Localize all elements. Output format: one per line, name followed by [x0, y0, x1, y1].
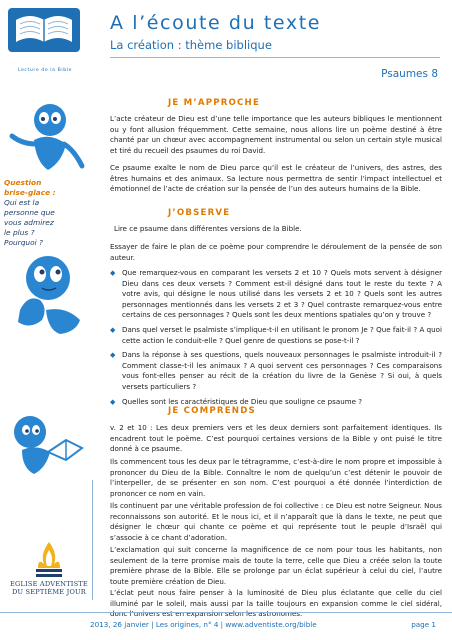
observe-paragraph-1: Lire ce psaume dans différentes versions de la Bible. [114, 224, 302, 233]
list-item [110, 325, 442, 346]
bullet-diamond-icon: ◆ [110, 397, 116, 406]
church-name-line-2: DU SEPTIÈME JOUR [12, 588, 86, 596]
icebreaker-question [4, 178, 60, 248]
question-text: Dans quel verset le psalmiste s’implique-t-il en utilisant le pronom Je ? Que fait-il ? A quoi cette action le conduit-elle ? Quel genre de questions se pose-t-il ? [122, 324, 442, 345]
comprends-paragraph-1: v. 2 et 10 : Les deux premiers vers et les deux derniers sont parfaitement identiques. Ils encadrent tout le poème. C’est pourquoi certaines versions de la Bible y ont puisé le titre donné à ce psaume. [110, 423, 442, 454]
section-heading-observe: J’OBSERVE [168, 208, 231, 218]
bullet-diamond-icon: ◆ [110, 325, 116, 334]
list-item [110, 268, 442, 321]
bullet-diamond-icon: ◆ [110, 351, 116, 360]
logo-caption: Lecture de la Bible [17, 68, 73, 73]
list-item [110, 397, 442, 408]
adventist-flame-logo-icon [30, 540, 68, 580]
page-number: page 1 [411, 620, 436, 629]
comprends-paragraph-3: Ils continuent par une véritable profession de foi collective : ce Dieu est notre Seigneur. Nous reconnaissons son autorité. Et le nous ici, et il n’apparaît que là dans le texte, ne peut que désigner le chœur qui chante ce poème et qui représente tout le peuple d’Israël qui s’associe à ce chant d’adoration. [110, 501, 442, 542]
title-divider [110, 57, 440, 58]
footer-divider [0, 612, 452, 613]
list-item [110, 350, 442, 392]
margin-rule [92, 480, 93, 600]
comprends-paragraph-2: Ils commencent tous les deux par le tétragramme, c’est-à-dire le nom propre et impossible à prononcer du Dieu de la Bible. Connaître le nom de quelqu’un c’est détenir le pouvoir de l’interpeller, de se présenter en son nom. C’est pourquoi a été donnée l’interdiction de prononcer ce nom en vain. [110, 457, 442, 498]
reading-figure-icon [8, 408, 88, 482]
church-name-line-1: EGLISE ADVENTISTE [10, 580, 88, 588]
question-text: Quelles sont les caractéristiques de Dieu que souligne ce psaume ? [122, 396, 362, 406]
approche-paragraph-2: Ce psaume exalte le nom de Dieu parce qu’il est le créateur de l’univers, des astres, des êtres humains et des animaux. Sa lecture nous permettra de sentir l’impact intellectuel et émotionnel de l’acte de création sur la pensée de l’un des auteurs humains de la Bible. [110, 163, 442, 194]
section-heading-comprends: JE COMPRENDS [168, 406, 256, 416]
page-subtitle: La création : thème biblique [110, 38, 272, 52]
footer-citation: 2013, 26 janvier | Les origines, n° 4 | www.adventiste.org/bible [90, 620, 317, 629]
approche-paragraph-1: L’acte créateur de Dieu est d’une telle importance que les auteurs bibliques le mentionnent ou y font allusion fréquemment. Cette semaine, nous allons lire un poème destiné à être chanté par un chœur avec accompagnement instrumental ou selon un certain style musical et tiré du recueil des psaumes du roi David. [110, 114, 442, 155]
question-text: Que remarquez-vous en comparant les versets 2 et 10 ? Quels mots servent à désigner Dieu dans ces deux versets ? Comment est-il désigné dans tout le reste du texte ? A votre avis, qui désigne le nous utilisé dans les versets 2 et 10 ? Quels sont les autres personnages mentionnés dans les versets 2 et 3 ? Quel contraste remarquez-vous entre certains de ces personnages ? Quels sont les deux mentions spatiales qu’on y trouve ? [122, 268, 442, 320]
observe-paragraph-2: Essayer de faire le plan de ce poème pour comprendre le déroulement de la pensée de son auteur. [110, 242, 442, 262]
pointing-figure-icon [4, 100, 84, 178]
comprends-paragraph-5: L’éclat peut nous faire penser à la luminosité de Dieu plus éclatante que celle du ciel illuminé par le soleil, mais aussi par la taille toujours en expansion comme le ciel sidéral, donc l’univers est en expansion selon les astronomes. [110, 588, 442, 619]
question-text: Dans la réponse à ses questions, quels nouveaux personnages le psalmiste introduit-il ? Comment classe-t-il les animaux ? A quoi servent ces personnages ? Ces comparaisons vous font-elles penser au récit de la création du livre de la Genèse ? Si oui, à quels versets particuliers ? [122, 350, 442, 391]
church-logo [6, 540, 92, 608]
comprends-paragraph-4: L’exclamation qui suit concerne la magnificence de ce nom pour tous les habitants, non seulement de la terre promise mais de toute la terre, celle que Dieu a créée selon la toute première phrase de la Bible. Elle se prolonge par un éclat supérieur à celui du ciel, l’autre toute première création de Dieu. [110, 545, 442, 586]
observe-question-list [110, 268, 442, 411]
church-name [6, 580, 92, 596]
psalm-reference: Psaumes 8 [381, 68, 438, 80]
icebreaker-body: Qui est la personne que vous admirez le plus ? Pourquoi ? [4, 198, 55, 247]
bullet-diamond-icon: ◆ [110, 269, 116, 277]
open-bible-logo-icon [6, 6, 82, 58]
thinking-figure-icon [6, 250, 88, 340]
icebreaker-title: Question brise-glace : [4, 178, 56, 197]
page-title: A l’écoute du texte [110, 12, 322, 34]
section-heading-approche: JE M’APPROCHE [168, 98, 261, 108]
